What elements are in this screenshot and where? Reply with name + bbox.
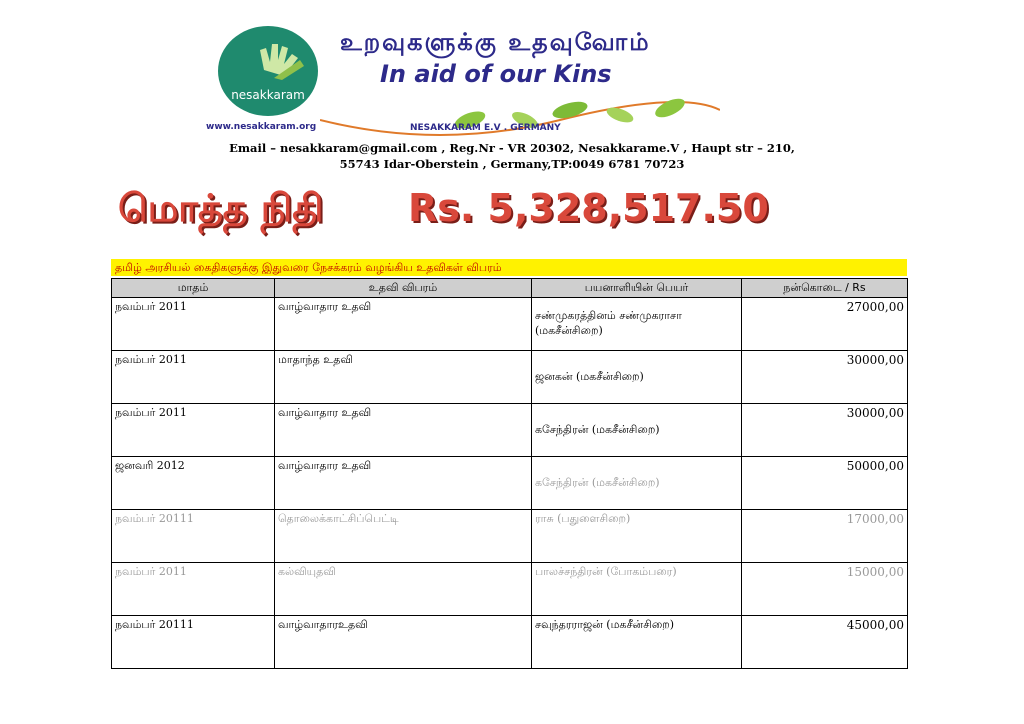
beneficiary-cell: ராசு (பதுளைசிறை) <box>532 510 742 563</box>
logo-text: nesakkaram <box>231 88 305 102</box>
table-row <box>112 616 908 669</box>
header-month: மாதம் <box>112 279 275 298</box>
amount-cell: 15000,00 <box>742 563 908 616</box>
contact-line-1: Email – nesakkaram@gmail.com , Reg.Nr - VR 20302, Nesakkarame.V , Haupt str – 210, <box>229 141 795 155</box>
aid-cell: வாழ்வாதார உதவி <box>275 298 532 351</box>
header-amount: நன்கொடை / Rs <box>742 279 908 298</box>
amount-cell: 45000,00 <box>742 616 908 669</box>
month-cell: நவம்பர் 2011 <box>112 563 275 616</box>
helping-hands-icon <box>254 40 306 80</box>
english-slogan: In aid of our Kins <box>380 60 612 88</box>
month-cell: நவம்பர் 2011 <box>112 351 275 404</box>
beneficiary-cell: ஜனகன் (மகசீன்சிறை) <box>532 351 742 404</box>
website-url: www.nesakkaram.org <box>206 122 317 132</box>
month-cell: நவம்பர் 20111 <box>112 616 275 669</box>
contact-line-2: 55743 Idar-Oberstein , Germany,TP:0049 6781 70723 <box>339 157 685 171</box>
aid-table <box>111 278 908 669</box>
table-row <box>112 457 908 510</box>
table-caption: தமிழ் அரசியல் கைதிகளுக்கு இதுவரை நேசக்கரம் வழங்கிய உதவிகள் விபரம் <box>111 259 907 276</box>
beneficiary-cell: கசேந்திரன் (மகசீன்சிறை) <box>532 457 742 510</box>
aid-cell: வாழ்வாதாரஉதவி <box>275 616 532 669</box>
month-cell: நவம்பர் 2011 <box>112 404 275 457</box>
amount-cell: 30000,00 <box>742 351 908 404</box>
aid-cell: தொலைக்காட்சிப்பெட்டி <box>275 510 532 563</box>
aid-cell: மாதாந்த உதவி <box>275 351 532 404</box>
aid-cell: வாழ்வாதார உதவி <box>275 457 532 510</box>
tamil-slogan: உறவுகளுக்கு உதவுவோம் <box>340 28 651 56</box>
table-row <box>112 510 908 563</box>
table-row <box>112 404 908 457</box>
beneficiary-cell: சண்முகரத்தினம் சண்முகராசா (மகசீன்சிறை) <box>532 298 742 351</box>
aid-cell: கல்வியுதவி <box>275 563 532 616</box>
amount-cell: 50000,00 <box>742 457 908 510</box>
beneficiary-cell: சவுந்தரராஜன் (மகசீன்சிறை) <box>532 616 742 669</box>
header-aid: உதவி விபரம் <box>275 279 532 298</box>
header-beneficiary: பயனாளியின் பெயர் <box>532 279 742 298</box>
month-cell: நவம்பர் 2011 <box>112 298 275 351</box>
amount-cell: 27000,00 <box>742 298 908 351</box>
beneficiary-cell: பாலச்சந்திரன் (போகம்பரை) <box>532 563 742 616</box>
month-cell: ஜனவரி 2012 <box>112 457 275 510</box>
aid-cell: வாழ்வாதார உதவி <box>275 404 532 457</box>
total-fund-label: மொத்த நிதி <box>118 186 324 230</box>
month-cell: நவம்பர் 20111 <box>112 510 275 563</box>
total-fund-amount: Rs. 5,328,517.50 <box>408 186 769 230</box>
table-row <box>112 351 908 404</box>
table-header-row <box>112 279 908 298</box>
letterhead <box>200 20 760 140</box>
amount-cell: 30000,00 <box>742 404 908 457</box>
organization-name: NESAKKARAM E.V . GERMANY <box>410 123 561 133</box>
table-row <box>112 298 908 351</box>
beneficiary-cell: கசேந்திரன் (மகசீன்சிறை) <box>532 404 742 457</box>
table-row <box>112 563 908 616</box>
nesakkaram-logo <box>218 26 318 116</box>
amount-cell: 17000,00 <box>742 510 908 563</box>
